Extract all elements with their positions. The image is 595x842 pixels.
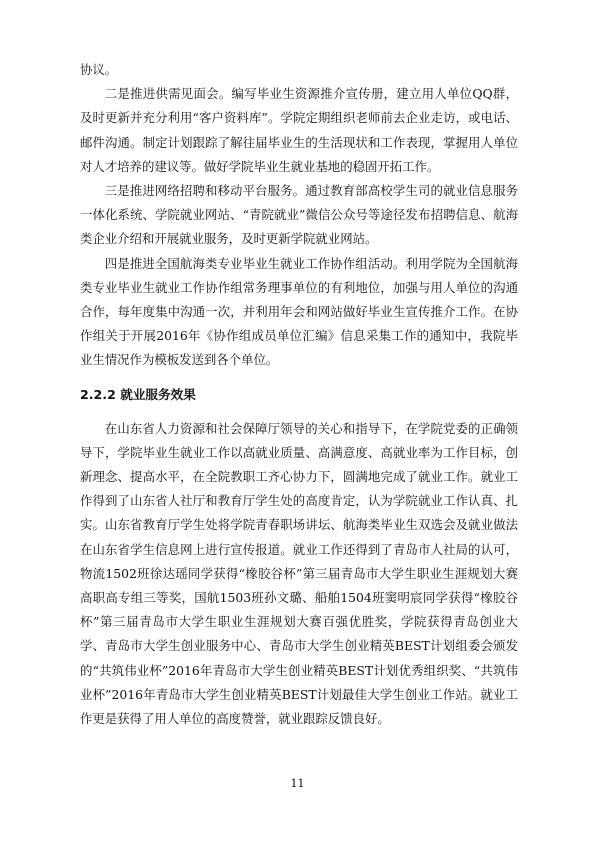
paragraph-employment-results: 在山东省人力资源和社会保障厅领导的关心和指导下，在学院党委的正确领导下，学院毕业生就业工作以高就业质量、高满意度、高就业率为工作目标，创新理念、提高水平，在全院教职工齐心协力下，圆满地完成了就业工作。就业工作得到了山东省人社厅和教育厅学生处的高度肯定，认为学院就业工作认真、扎实。山东省教育厅学生处将学院青春职场讲坛、航海类毕业生双选会及就业做法在山东省学生信息网上进行宣传报道。就业工作还得到了青岛市人社局的认可，物流1502班徐达瑶同学获得“橡胶谷杯”第三届青岛市大学生职业生涯规划大赛高职高专组三等奖，国航1503班孙文璐、船舶1504班窦明宸同学获得“橡胶谷杯”第三届青岛市大学生职业生涯规划大赛百强优胜奖，学院获得青岛创业大学、青岛市大学生创业服务中心、青岛市大学生创业精英BEST计划组委会颁发的“共筑伟业杯”2016年青岛市大学生创业精英BEST计划优秀组织奖、“共筑伟业杯”2016年青岛市大学生创业精英BEST计划最佳大学生创业工作站。就业工作更是获得了用人单位的高度赞誉，就业跟踪反馈良好。 bbox=[80, 420, 518, 727]
paragraph-supply-demand-meeting: 二是推进供需见面会。编写毕业生资源推介宣传册，建立用人单位QQ群，及时更新并充分利用“客户资料库”。学院定期组织老师前去企业走访，或电话、邮件沟通。制定计划跟踪了解往届毕业生的生活现状和工作表现，掌握用人单位对人才培养的建议等。做好学院毕业生就业基地的稳固开拓工作。 bbox=[80, 86, 518, 174]
page-body bbox=[80, 58, 518, 731]
paragraph-maritime-cooperation-group: 四是推进全国航海类专业毕业生就业工作协作组活动。利用学院为全国航海类专业毕业生就业工作协作组常务理事单位的有利地位，加强与用人单位的沟通合作，每年度集中沟通一次，并利用年会和网站做好毕业生宣传推介工作。在协作组关于开展2016年《协作组成员单位汇编》信息采集工作的通知中，我院毕业生情况作为模板发送到各个单位。 bbox=[80, 255, 518, 368]
page-number: 11 bbox=[290, 777, 305, 790]
section-heading: 2.2.2 就业服务效果 bbox=[80, 386, 196, 402]
paragraph-online-recruitment: 三是推进网络招聘和移动平台服务。通过教育部高校学生司的就业信息服务一体化系统、学院就业网站、“青院就业”微信公众号等途径发布招聘信息、航海类企业介绍和开展就业服务，及时更新学院就业网站。 bbox=[80, 183, 518, 247]
paragraph-continuation: 协议。 bbox=[80, 62, 118, 77]
